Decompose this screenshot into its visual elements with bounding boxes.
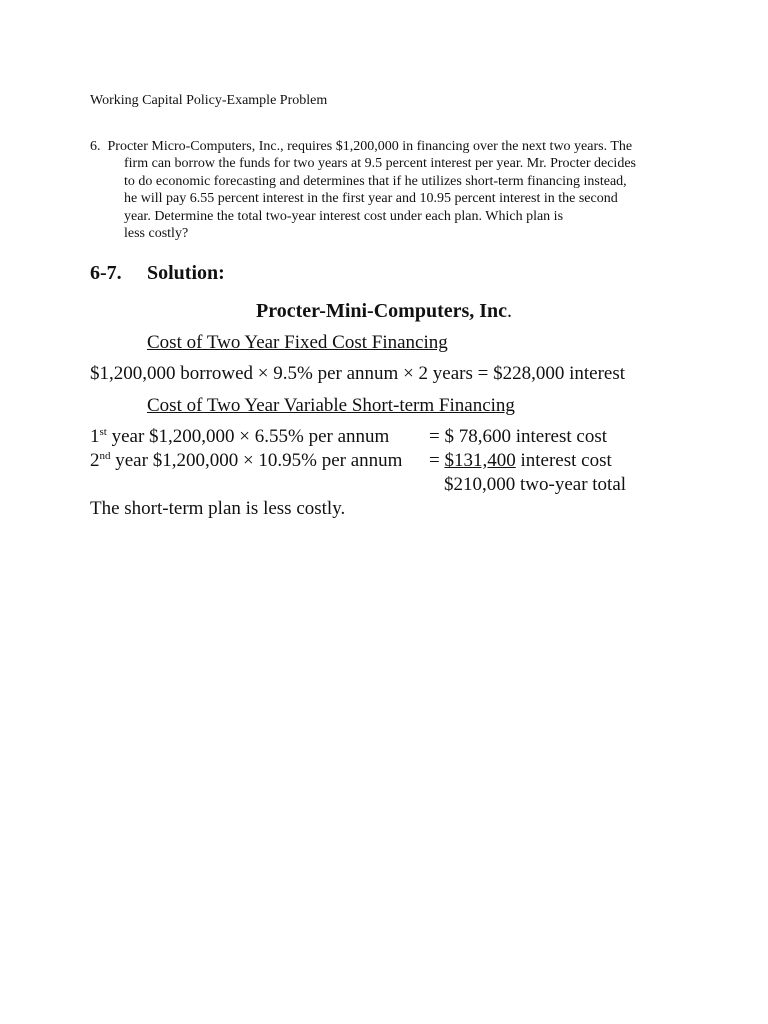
fixed-cost-heading: Cost of Two Year Fixed Cost Financing: [147, 332, 448, 353]
first-year-row: [90, 426, 389, 448]
problem-first-line: [90, 139, 632, 154]
first-year-amount: = $ 78,600: [429, 426, 511, 447]
second-year-row: [90, 450, 402, 472]
variable-cost-heading: Cost of Two Year Variable Short-term Financing: [147, 395, 515, 416]
problem-line-5: year. Determine the total two-year interest cost under each plan. Which plan is: [124, 208, 564, 224]
problem-statement: [90, 138, 690, 242]
second-year-ordinal-suffix: nd: [99, 450, 111, 462]
problem-line-2: firm can borrow the funds for two years at 9.5 percent interest per year. Mr. Procter decides: [124, 156, 636, 172]
problem-line-4: he will pay 6.55 percent interest in the first year and 10.95 percent interest in the second: [124, 191, 618, 207]
problem-line-3: to do economic forecasting and determines that if he utilizes short-term financing instead,: [124, 173, 627, 189]
second-year-result-label: interest cost: [515, 450, 612, 471]
company-title: [256, 300, 512, 323]
two-year-total: $210,000 two-year total: [444, 474, 627, 495]
first-year-ordinal: 1: [90, 426, 100, 447]
solution-heading: [90, 262, 225, 285]
fixed-cost-calculation: $1,200,000 borrowed × 9.5% per annum × 2 years = $228,000 interest: [90, 363, 626, 384]
first-year-result: [429, 426, 607, 448]
problem-line-1: Procter Micro-Computers, Inc., requires $1,200,000 in financing over the next two years. The: [107, 139, 633, 154]
solution-number: 6-7.: [90, 262, 122, 284]
second-year-ordinal: 2: [90, 450, 100, 471]
problem-number: 6.: [90, 139, 101, 154]
conclusion: The short-term plan is less costly.: [90, 498, 346, 519]
solution-label: Solution:: [147, 262, 225, 284]
page-header: Working Capital Policy-Example Problem: [90, 93, 328, 108]
company-period: .: [507, 300, 513, 322]
first-year-ordinal-suffix: st: [99, 426, 107, 438]
company-name: Procter-Mini-Computers, Inc: [256, 300, 508, 322]
second-year-calculation: year $1,200,000 × 10.95% per annum: [110, 450, 403, 471]
problem-line-6: less costly?: [124, 226, 189, 242]
second-year-result: [429, 450, 612, 472]
second-year-amount: $131,400: [444, 450, 516, 471]
first-year-calculation: year $1,200,000 × 6.55% per annum: [106, 426, 390, 447]
first-year-result-label: interest cost: [510, 426, 607, 447]
second-year-equals: =: [429, 450, 445, 471]
